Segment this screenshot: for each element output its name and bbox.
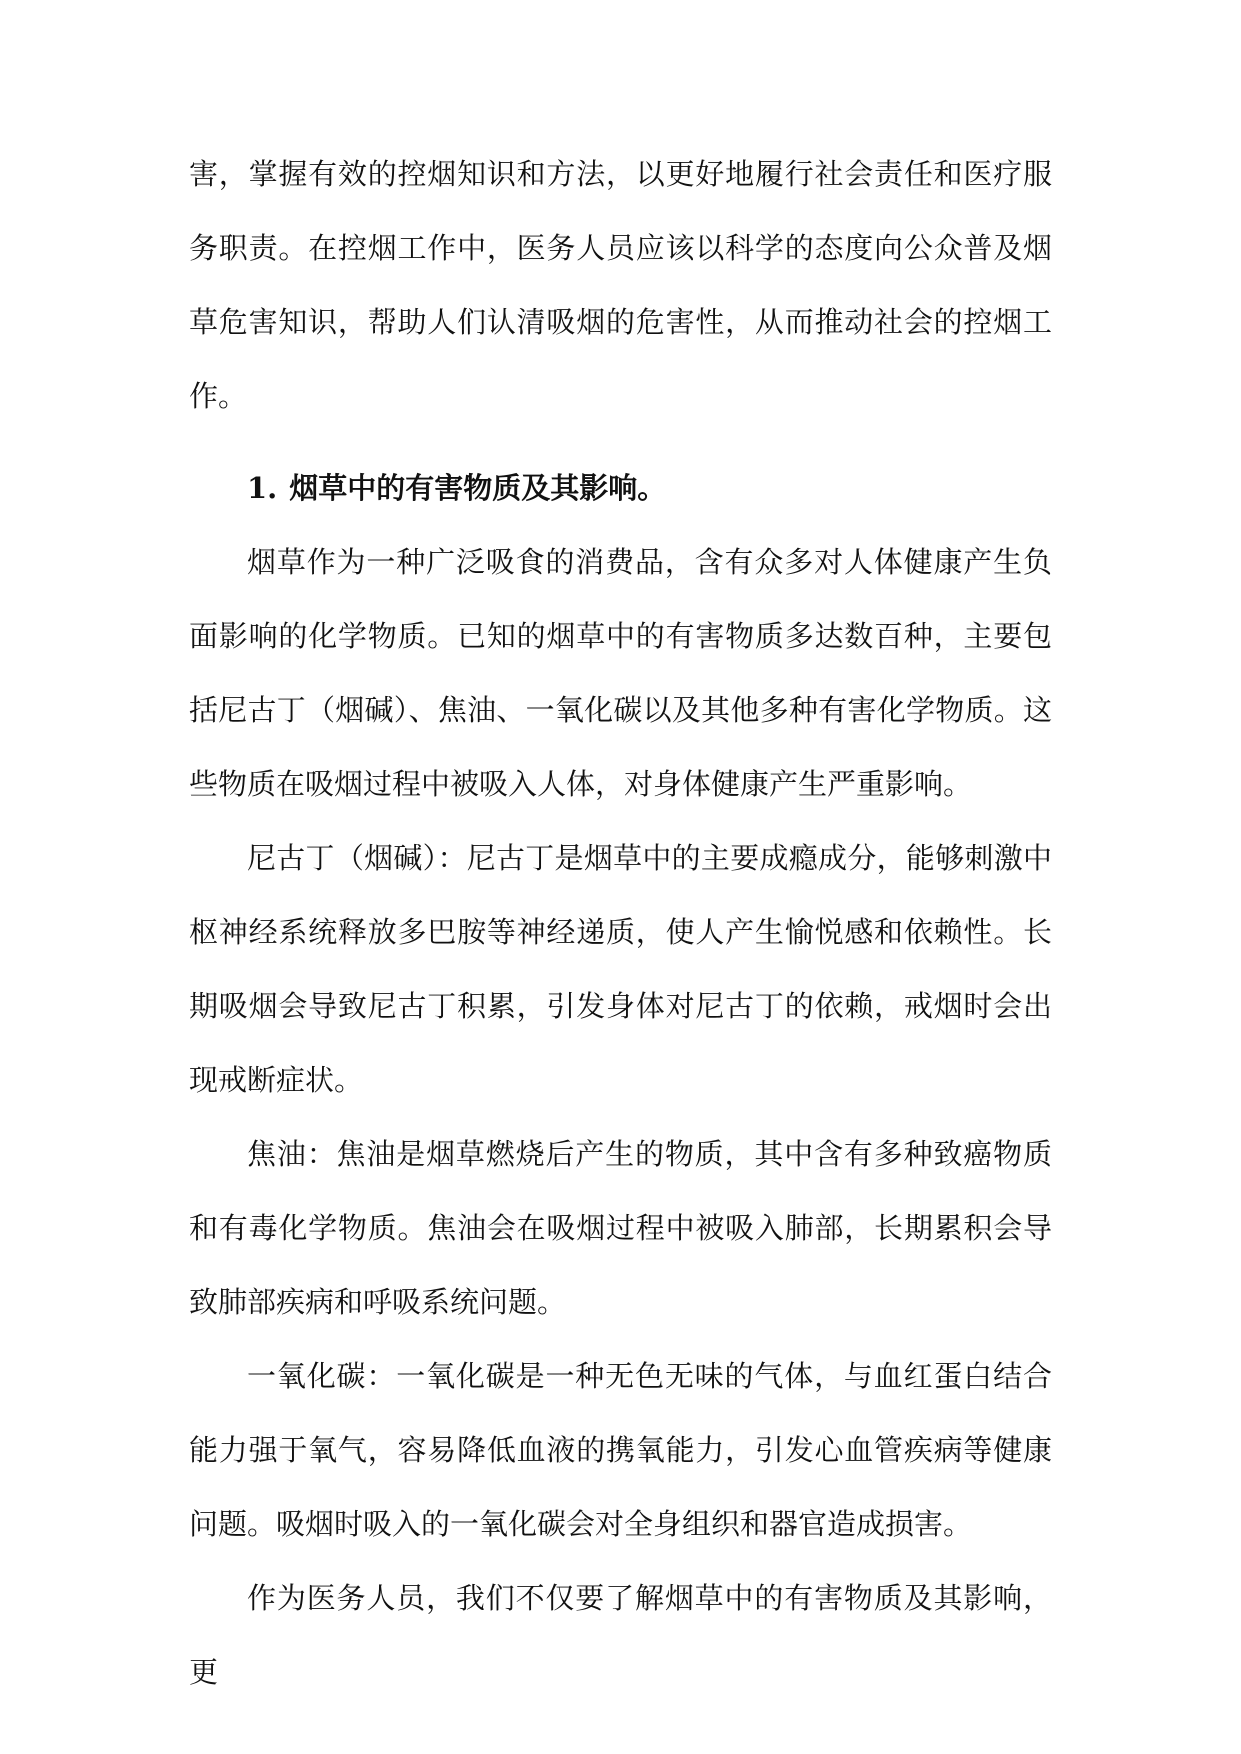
opening-paragraph: 害，掌握有效的控烟知识和方法，以更好地履行社会责任和医疗服务职责。在控烟工作中，医务人员应该以科学的态度向公众普及烟草危害知识，帮助人们认清吸烟的危害性，从而推动社会的控烟工作。 (189, 157, 1052, 413)
section-number: 1. (247, 471, 278, 505)
paragraph-nicotine: 尼古丁（烟碱）：尼古丁是烟草中的主要成瘾成分，能够刺激中枢神经系统释放多巴胺等神经递质，使人产生愉悦感和依赖性。长期吸烟会导致尼古丁积累，引发身体对尼古丁的依赖，戒烟时会出现戒断症状。 (189, 841, 1052, 1097)
paragraph-tar: 焦油：焦油是烟草燃烧后产生的物质，其中含有多种致癌物质和有毒化学物质。焦油会在吸烟过程中被吸入肺部，长期累积会导致肺部疾病和呼吸系统问题。 (189, 1137, 1052, 1319)
paragraph-medical-staff: 作为医务人员，我们不仅要了解烟草中的有害物质及其影响，更 (189, 1581, 1052, 1689)
section-heading (189, 451, 1052, 525)
section-title: 烟草中的有害物质及其影响。 (289, 471, 667, 505)
paragraph-carbon-monoxide: 一氧化碳：一氧化碳是一种无色无味的气体，与血红蛋白结合能力强于氧气，容易降低血液的携氧能力，引发心血管疾病等健康问题。吸烟时吸入的一氧化碳会对全身组织和器官造成损害。 (189, 1359, 1052, 1541)
paragraph-overview: 烟草作为一种广泛吸食的消费品，含有众多对人体健康产生负面影响的化学物质。已知的烟草中的有害物质多达数百种，主要包括尼古丁（烟碱）、焦油、一氧化碳以及其他多种有害化学物质。这些物质在吸烟过程中被吸入人体，对身体健康产生严重影响。 (189, 545, 1052, 801)
document-body (189, 137, 1052, 1709)
